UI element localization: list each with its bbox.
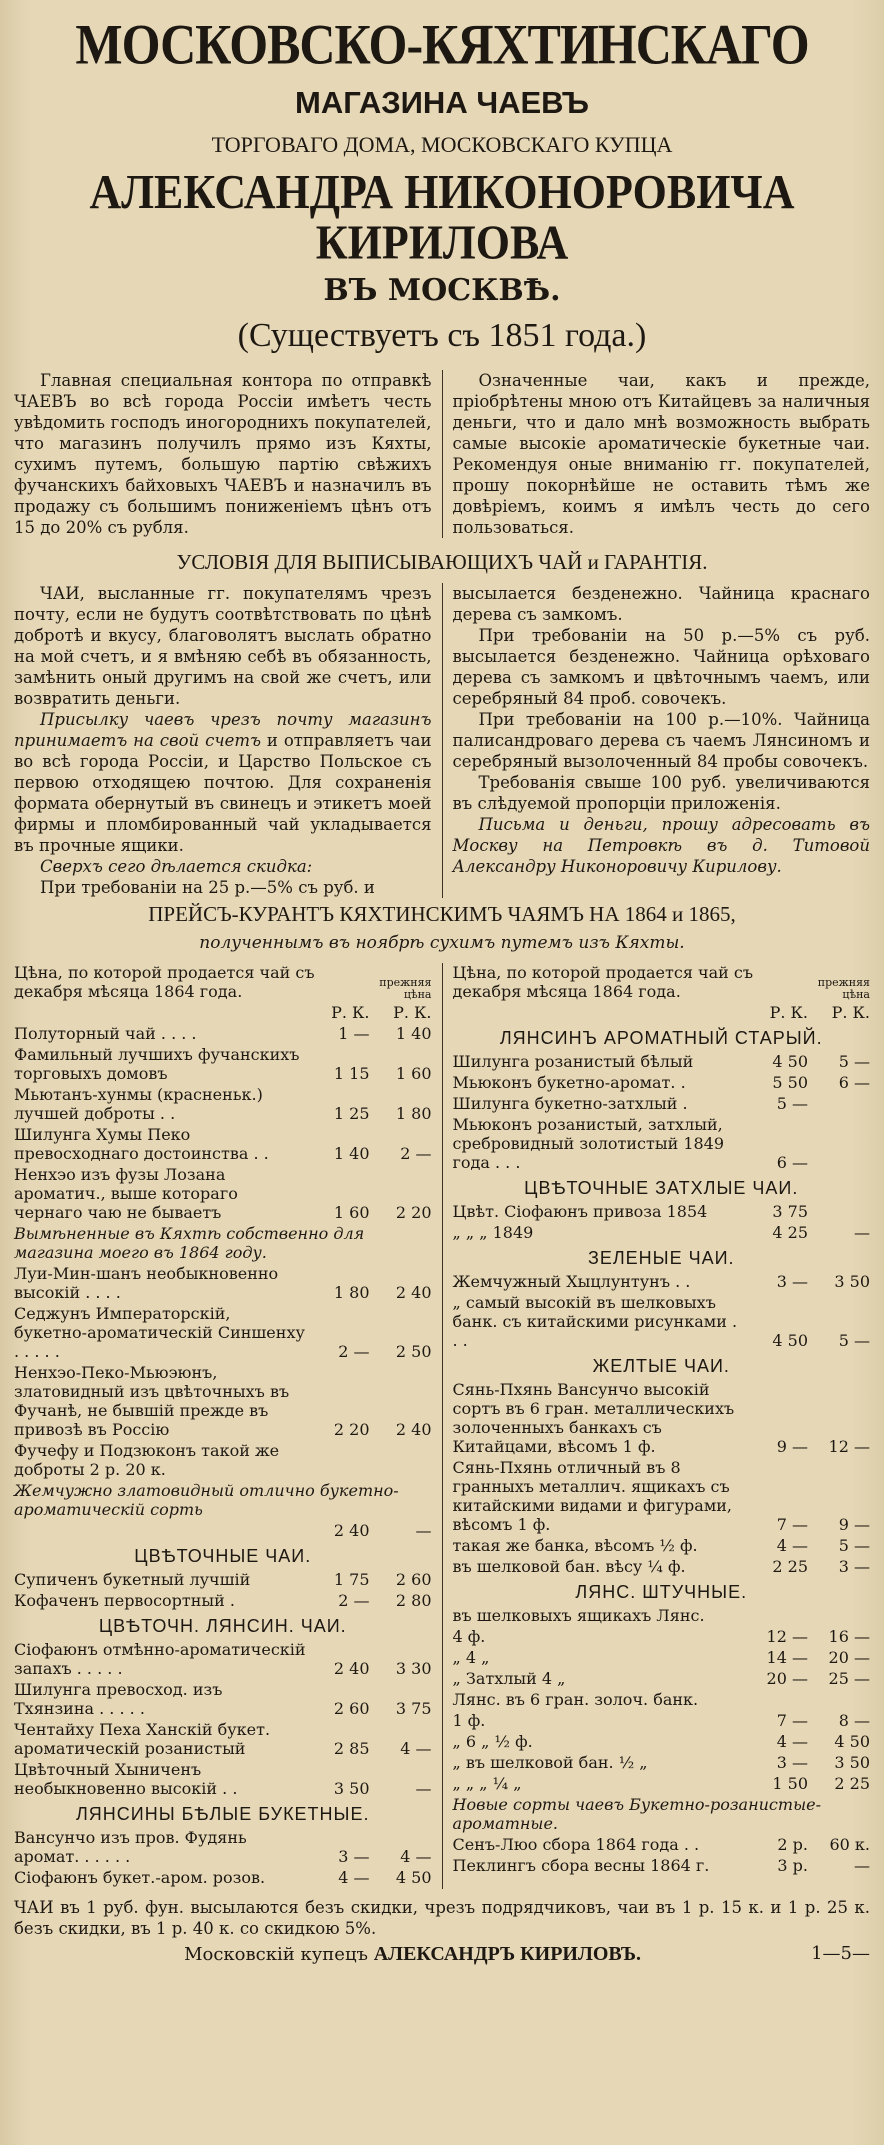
- tea-price-current: 3 р.: [777, 1855, 808, 1875]
- pricelist-columns: [14, 963, 870, 1889]
- tea-name: Шилунга превосход. изъ Тхянзина . . . . .: [14, 1679, 223, 1718]
- tea-price-previous: 1 60: [395, 1063, 432, 1083]
- tea-name: Ненхэо-Пеко-Мьюэюнъ, златовидный изъ цвѣточныхъ въ Фучанѣ, не бывшій прежде въ привозѣ въ Россію: [14, 1362, 290, 1439]
- tea-price-current: 4 —: [776, 1731, 808, 1751]
- tea-list-left: [14, 1024, 432, 1887]
- tea-price-current: 1 40: [333, 1143, 370, 1163]
- tea-price-current: 7 —: [776, 1514, 808, 1534]
- tea-price-current: 4 50: [772, 1330, 808, 1350]
- tea-name: Лянс. въ 6 гран. золоч. банк.: [452, 1689, 699, 1709]
- conditions-shipping-italic: Присылку чаевъ чрезъ почту магазинъ принимаетъ на свой счетъ: [14, 709, 432, 750]
- tea-note: Новые сорты чаевъ Букетно-розанистые-ароматные.: [452, 1794, 821, 1833]
- tea-name: „ 6 „ ½ ф.: [452, 1731, 533, 1751]
- tea-name: Луи-Мин-шанъ необыкновенно высокій . . . .: [14, 1263, 279, 1302]
- tea-row: [453, 1753, 871, 1772]
- tea-price-current: 14 —: [766, 1647, 808, 1667]
- tea-price-current: 4 —: [776, 1535, 808, 1555]
- tea-price-previous: 12 —: [828, 1436, 870, 1456]
- tea-price-previous: 5 —: [838, 1051, 870, 1071]
- tea-price-previous: 2 50: [395, 1341, 432, 1361]
- tea-price-previous: 1 40: [395, 1023, 432, 1043]
- conditions-title: УСЛОВІЯ ДЛЯ ВЫПИСЫВАЮЩИХЪ ЧАЙ и ГАРАНТІЯ.: [176, 549, 708, 574]
- tea-price-previous: 4 50: [834, 1731, 870, 1751]
- conditions-discount-100: При требованіи на 100 р.—10%. Чайница палисандроваго дерева съ чаемъ Лянсиномъ и серебряный вызолоченный 84 пробы совочекъ.: [452, 709, 870, 771]
- tea-row: [14, 1570, 432, 1589]
- tea-price-previous: 4 —: [400, 1846, 432, 1866]
- tea-row: [14, 1165, 432, 1222]
- tea-name: Сіофаюнъ букет.-аром. розов.: [14, 1867, 266, 1887]
- tea-price-previous: 2 25: [834, 1773, 870, 1793]
- tea-price-previous: 3 50: [834, 1271, 870, 1291]
- units-row-left: [14, 1003, 432, 1022]
- conditions-columns: [14, 583, 870, 898]
- intro-right-text: Означенные чаи, какъ и прежде, пріобрѣтены мною отъ Китайцевъ за наличныя деньги, что и дало мнѣ возможность выбрать самые высокіе ароматическіе букетные чаи. Рекомендуя оные вниманію гг. покупателей, прошу покорнѣйше не оставить тѣмъ же довѣріемъ, коимъ я имѣлъ честь до сего пользоваться.: [452, 370, 870, 537]
- tea-price-previous: —: [854, 1222, 870, 1242]
- tea-price-current: 2 —: [338, 1341, 370, 1361]
- tea-name: Вансунчо изъ пров. Фудянь аромат. . . . . .: [14, 1827, 247, 1866]
- tea-name: такая же банка, вѣсомъ ½ ф.: [452, 1535, 698, 1555]
- tea-price-current: 4 —: [338, 1867, 370, 1887]
- tea-name: Сянь-Пхянь отличный въ 8 гранныхъ металлич. ящикахъ съ китайскими видами и фигурами, вѣсомъ 1 ф.: [452, 1457, 733, 1534]
- tea-price-current: 1 25: [333, 1103, 370, 1123]
- tea-row: [453, 1856, 871, 1875]
- tea-price-current: 1 —: [338, 1023, 370, 1043]
- tea-name: Фучефу и Подзюконъ такой же доброты 2 р. 20 к.: [14, 1440, 280, 1479]
- conditions-shipping: [14, 709, 432, 856]
- tea-name: Шилунга букетно-затхлый .: [452, 1093, 688, 1113]
- tea-name: „ въ шелковой бан. ½ „: [452, 1752, 648, 1772]
- tea-row: [453, 1052, 871, 1071]
- tea-price-current: 3 75: [772, 1201, 808, 1221]
- tea-price-current: 3 50: [333, 1778, 370, 1798]
- tea-price-previous: 2 60: [395, 1569, 432, 1589]
- tea-row: [453, 1458, 871, 1534]
- headline-store: МОСКОВСКО-КЯХТИНСКАГО: [75, 11, 809, 77]
- tea-price-previous: 3 —: [838, 1556, 870, 1576]
- headline-owner-name: АЛЕКСАНДРА НИКОНОРОВИЧА КИРИЛОВА: [89, 165, 795, 271]
- headline-tea-store: МАГАЗИНА ЧАЕВЪ: [295, 84, 589, 120]
- tea-row: [453, 1690, 871, 1709]
- intro-columns: [14, 370, 870, 538]
- tea-price-previous: 16 —: [828, 1626, 870, 1646]
- tea-name: Мьютанъ-хунмы (красненьк.) лучшей доброты . .: [14, 1084, 263, 1123]
- tea-price-previous: 5 —: [838, 1535, 870, 1555]
- tea-row: [14, 1868, 432, 1887]
- tea-price-current: 1 80: [333, 1282, 370, 1302]
- tea-category-heading: ЦВѢТОЧНЫЕ ЧАИ.: [134, 1545, 312, 1566]
- tea-price-previous: 3 30: [395, 1658, 432, 1678]
- headline-established: (Существуетъ съ 1851 года.): [237, 317, 647, 355]
- tea-name: Мьюконъ розанистый, затхлый, сребровидный золотистый 1849 года . . .: [452, 1114, 725, 1172]
- units-row-right: [453, 1003, 871, 1022]
- tea-price-current: 2 60: [333, 1698, 370, 1718]
- tea-price-previous: 25 —: [828, 1668, 870, 1688]
- tea-row: [453, 1380, 871, 1456]
- tea-row: [453, 1536, 871, 1555]
- pricelist-left: [14, 963, 443, 1889]
- pricelist-right: [443, 963, 871, 1889]
- tea-list-right: [453, 1028, 871, 1875]
- tea-name: 4 ф.: [452, 1626, 486, 1646]
- signature-merchant: Московскій купецъ: [184, 1943, 368, 1965]
- tea-row: [453, 1293, 871, 1350]
- tea-price-previous: 6 —: [838, 1072, 870, 1092]
- conditions-shipping-rest: и отправляетъ чаи во всѣ города Россіи, и Царство Польское съ первою отходящею почтою. Для сохраненія формата обернутый въ свинецъ и этикетъ моей фирмы и пломбированный чай укладывается въ прочные ящики.: [14, 730, 432, 855]
- tea-price-previous: 3 75: [395, 1698, 432, 1718]
- tea-note: Жемчужно златовидный отлично букетно-ароматическій сорть: [14, 1480, 399, 1519]
- tea-price-current: 3 —: [776, 1752, 808, 1772]
- units-left-b: Р. К.: [393, 1002, 432, 1022]
- units-right-a: Р. К.: [769, 1002, 808, 1022]
- tea-row: [453, 1606, 871, 1625]
- tea-row: [453, 1648, 871, 1667]
- prev-price-label-left: прежняя цѣна: [379, 975, 432, 1001]
- tea-price-previous: 2 80: [395, 1590, 432, 1610]
- tea-category-heading: ЦВѢТОЧНЫЕ ЗАТХЛЫЕ ЧАИ.: [524, 1177, 799, 1198]
- tea-name: Цвѣточный Хыниченъ необыкновенно высокій . .: [14, 1759, 238, 1798]
- tea-row: [14, 1304, 432, 1361]
- tea-name: Ненхэо изъ фузы Лозана ароматич., выше котораго чернаго чаю не бываетъ: [14, 1164, 238, 1222]
- tea-row: [453, 1774, 871, 1793]
- conditions-discount-heading: Сверхъ сего дѣлается скидка:: [40, 856, 313, 876]
- tea-price-previous: 60 к.: [829, 1834, 870, 1854]
- conditions-discount-25-cont: высылается безденежно. Чайница краснаго дерева съ замкомъ.: [452, 583, 870, 624]
- tea-name: „ „ „ ¼ „: [452, 1773, 522, 1793]
- tea-price-current: 2 40: [333, 1520, 370, 1540]
- tea-category-heading: ЛЯНСИНЫ БѢЛЫЕ БУКЕТНЫЕ.: [75, 1803, 370, 1824]
- tea-row: [453, 1272, 871, 1291]
- tea-row: [14, 1045, 432, 1083]
- intro-left-text: Главная специальная контора по отправкѣ ЧАЕВЪ во всѣ города Россіи имѣетъ честь увѣдомить господъ иногороднихъ покупателей, что магазинъ получилъ прямо изъ Кяхты, сухимъ путемъ, большую партію свѣжихъ фучанскихъ байховыхъ ЧАЕВЪ и назначилъ въ продажу съ большимъ пониженіемъ цѣнъ отъ 15 до 20% съ рубля.: [14, 370, 432, 537]
- conditions-over-100: Требованія свыше 100 руб. увеличиваются въ слѣдуемой пропорціи приложенія.: [452, 772, 870, 813]
- tea-name: Сенъ-Люо сбора 1864 года . .: [452, 1834, 700, 1854]
- tea-price-current: 5 50: [772, 1072, 808, 1092]
- tea-category-heading: ЛЯНС. ШТУЧНЫЕ.: [575, 1581, 748, 1602]
- tea-category-heading: ЖЕЛТЫЕ ЧАИ.: [592, 1355, 730, 1376]
- tea-name: 1 ф.: [452, 1710, 486, 1730]
- tea-row: [14, 1024, 432, 1043]
- tea-price-current: 9 —: [776, 1436, 808, 1456]
- tea-category-heading: ЦВѢТОЧН. ЛЯНСИН. ЧАИ.: [98, 1615, 347, 1636]
- tea-price-previous: 4 50: [395, 1867, 432, 1887]
- masthead: [14, 11, 870, 355]
- pricelist-left-header: [14, 963, 432, 1001]
- tea-price-current: 2 20: [333, 1419, 370, 1439]
- tea-name: „ Затхлый 4 „: [452, 1668, 566, 1688]
- issue-number: 1—5—: [811, 1942, 870, 1964]
- tea-price-previous: —: [415, 1778, 432, 1798]
- tea-price-previous: 9 —: [838, 1514, 870, 1534]
- tea-price-current: 1 75: [333, 1569, 370, 1589]
- pricelist-title: ПРЕЙСЪ-КУРАНТЪ КЯХТИНСКИМЪ ЧАЯМЪ НА 1864 и 1865,: [148, 901, 736, 926]
- footer-shipping-note: ЧАИ въ 1 руб. фун. высылаются безъ скидки, чрезъ подрядчиковъ, чаи въ 1 р. 15 к. и 1 р. 25 к. безъ скидки, въ 1 р. 40 к. со скидкою 5%.: [14, 1897, 870, 1938]
- tea-name: Седжунъ Императорскій, букетно-ароматическій Синшенху . . . . .: [14, 1303, 305, 1361]
- tea-row: [14, 1264, 432, 1302]
- tea-price-current: 4 25: [772, 1222, 808, 1242]
- tea-name: Кофаченъ первосортный .: [14, 1590, 235, 1610]
- signature-name: АЛЕКСАНДРЪ КИРИЛОВЪ.: [373, 1942, 642, 1965]
- tea-name: Шилунга розанистый бѣлый: [452, 1051, 694, 1071]
- units-left-a: Р. К.: [331, 1002, 370, 1022]
- tea-name: „ „ „ 1849: [452, 1222, 534, 1242]
- tea-row: [453, 1223, 871, 1242]
- tea-price-current: 3 —: [776, 1271, 808, 1291]
- pricelist-left-col-header: Цѣна, по которой продается чай съ декабря мѣсяца 1864 года.: [14, 962, 315, 1001]
- tea-row: [14, 1640, 432, 1678]
- tea-price-current: 2 25: [772, 1556, 808, 1576]
- tea-price-current: 1 50: [772, 1773, 808, 1793]
- tea-name: Цвѣт. Сіофаюнъ привоза 1854: [452, 1201, 708, 1221]
- tea-name: Супиченъ букетный лучшій: [14, 1569, 251, 1589]
- tea-name: Фамильный лучшихъ фучанскихъ торговыхъ домовъ: [14, 1044, 300, 1083]
- tea-row: [14, 1680, 432, 1718]
- tea-row: [453, 1669, 871, 1688]
- tea-price-current: 20 —: [766, 1668, 808, 1688]
- tea-name: Полуторный чай . . . .: [14, 1023, 197, 1043]
- tea-row: [14, 1760, 432, 1798]
- tea-price-current: 4 50: [772, 1051, 808, 1071]
- tea-row: [453, 1115, 871, 1172]
- tea-name: Жемчужный Хыцлунтунъ . .: [452, 1271, 691, 1291]
- tea-row: [453, 1073, 871, 1092]
- tea-price-current: 2 р.: [777, 1834, 808, 1854]
- tea-row: [14, 1125, 432, 1163]
- tea-price-previous: 5 —: [838, 1330, 870, 1350]
- prev-price-label-right: прежняя цѣна: [817, 975, 870, 1001]
- tea-row: [14, 1441, 432, 1479]
- tea-row: [14, 1720, 432, 1758]
- tea-row: [14, 1085, 432, 1123]
- tea-price-current: 2 —: [338, 1590, 370, 1610]
- tea-price-previous: 2 40: [395, 1419, 432, 1439]
- tea-name: „ самый высокій въ шелковыхъ банк. съ китайскими рисунками . . .: [452, 1292, 738, 1350]
- tea-name: „ 4 „: [452, 1647, 490, 1667]
- tea-price-previous: 8 —: [838, 1710, 870, 1730]
- tea-row: [453, 1732, 871, 1751]
- tea-row: [453, 1094, 871, 1113]
- tea-row: [14, 1363, 432, 1439]
- tea-name: въ шелковой бан. вѣсу ¼ ф.: [452, 1556, 686, 1576]
- tea-row: [453, 1835, 871, 1854]
- tea-row: [14, 1591, 432, 1610]
- pricelist-right-header: [453, 963, 871, 1001]
- tea-category-heading: ЗЕЛЕНЫЕ ЧАИ.: [587, 1247, 735, 1268]
- tea-price-previous: 2 —: [400, 1143, 432, 1163]
- tea-row: [14, 1828, 432, 1866]
- tea-price-previous: 4 —: [400, 1738, 432, 1758]
- tea-price-previous: 20 —: [828, 1647, 870, 1667]
- tea-price-previous: —: [854, 1855, 870, 1875]
- tea-price-current: 2 85: [333, 1738, 370, 1758]
- tea-name: Чентайху Пеха Ханскій букет. ароматическій розанистый: [14, 1719, 271, 1758]
- tea-price-current: 1 60: [333, 1202, 370, 1222]
- tea-price-previous: —: [415, 1520, 432, 1540]
- tea-price-current: 5 —: [776, 1093, 808, 1113]
- tea-price-previous: 3 50: [834, 1752, 870, 1772]
- tea-category-heading: ЛЯНСИНЪ АРОМАТНЫЙ СТАРЫЙ.: [499, 1027, 823, 1048]
- headline-city: ВЪ МОСКВѢ.: [323, 272, 561, 308]
- tea-price-current: 12 —: [766, 1626, 808, 1646]
- tea-price-current: 1 15: [333, 1063, 370, 1083]
- tea-name: Сянь-Пхянь Вансунчо высокій сортъ въ 6 гран. металлическихъ золоченныхъ банкахъ съ Китайцами, вѣсомъ 1 ф.: [452, 1379, 735, 1456]
- tea-name: Пеклингъ сбора весны 1864 г.: [452, 1855, 710, 1875]
- tea-price-previous: 2 20: [395, 1202, 432, 1222]
- tea-name: Сіофаюнъ отмѣнно-ароматическій запахъ . . . . .: [14, 1639, 306, 1678]
- tea-row: [453, 1202, 871, 1221]
- units-right-b: Р. К.: [831, 1002, 870, 1022]
- tea-row: [453, 1557, 871, 1576]
- pricelist-subtitle: полученнымъ въ ноябрѣ сухимъ путемъ изъ Кяхты.: [199, 932, 685, 953]
- conditions-return-policy: ЧАИ, высланные гг. покупателямъ чрезъ почту, если не будутъ соотвѣтствовать по цѣнѣ добротѣ и вкусу, благоволятъ выслать обратно на мой счетъ, и я вмѣняю себѣ въ обязанность, замѣнить оный другимъ на свой же счетъ, или возвратить деньги.: [14, 583, 432, 708]
- tea-note: Вымѣненные въ Кяхтѣ собственно для магазина моего въ 1864 году.: [14, 1223, 365, 1262]
- conditions-discount-25: При требованіи на 25 р.—5% съ руб. и: [40, 877, 375, 897]
- tea-name: Шилунга Хумы Пеко превосходнаго достоинства . .: [14, 1124, 269, 1163]
- signature: [14, 1943, 870, 1966]
- tea-row: [453, 1627, 871, 1646]
- tea-price-previous: 2 40: [395, 1282, 432, 1302]
- tea-price-current: 3 —: [338, 1846, 370, 1866]
- tea-row: [14, 1521, 432, 1540]
- tea-price-previous: 1 80: [395, 1103, 432, 1123]
- tea-price-current: 7 —: [776, 1710, 808, 1730]
- tea-price-current: 6 —: [776, 1152, 808, 1172]
- tea-name: въ шелковыхъ ящикахъ Лянс.: [452, 1605, 705, 1625]
- pricelist-right-col-header: Цѣна, по которой продается чай съ декабря мѣсяца 1864 года.: [452, 962, 753, 1001]
- tea-row: [453, 1711, 871, 1730]
- tea-name: Мьюконъ букетно-аромат. .: [452, 1072, 686, 1092]
- tea-price-current: 2 40: [333, 1658, 370, 1678]
- conditions-address: Письма и деньги, прошу адресовать въ Москву на Петровкѣ въ д. Титовой Александру Никоноровичу Кирилову.: [452, 814, 870, 876]
- conditions-discount-50: При требованіи на 50 р.—5% съ руб. высылается безденежно. Чайница орѣховаго дерева съ замкомъ и цвѣточнымъ чаемъ, или серебряный 84 проб. совочекъ.: [452, 625, 870, 708]
- headline-trading-house: ТОРГОВАГО ДОМА, МОСКОВСКАГО КУПЦА: [211, 132, 673, 158]
